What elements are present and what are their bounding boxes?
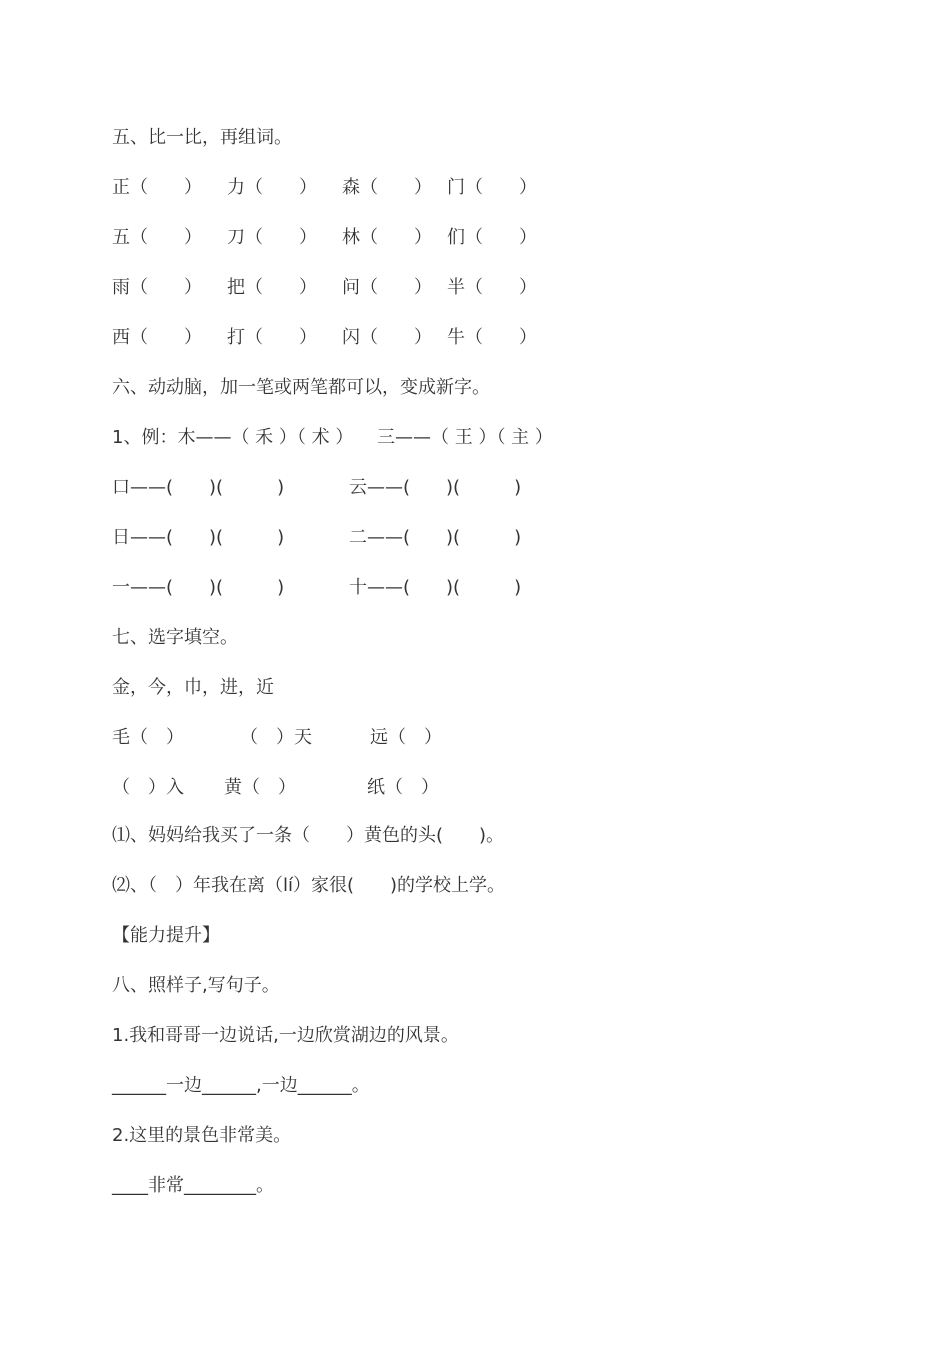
- compare-row-3: [112, 275, 537, 301]
- word-bank: 金，今，巾，进，近: [112, 677, 274, 698]
- stroke-example-1: 1、例：木——（ 禾 ）（ 术 ）: [112, 427, 354, 448]
- compare-item: 门（ ）: [447, 177, 537, 198]
- compare-row-4: [112, 325, 537, 351]
- section-7-title: 七、选字填空。: [112, 627, 238, 648]
- fill-item: 纸（ ）: [367, 777, 439, 798]
- section-8-title: 八、照样子,写句子。: [112, 975, 280, 996]
- sentence-example-2: 2.这里的景色非常美。: [112, 1125, 292, 1146]
- stroke-item: 日——( )( ): [112, 527, 285, 548]
- compare-item: 五（ ）: [112, 227, 202, 248]
- fill-row-2: [112, 775, 439, 801]
- fill-item: 远（ ）: [370, 727, 442, 748]
- compare-item: 闪（ ）: [342, 327, 432, 348]
- compare-item: 雨（ ）: [112, 277, 202, 298]
- stroke-row-1: [112, 475, 522, 501]
- compare-item: 西（ ）: [112, 327, 202, 348]
- compare-item: 正（ ）: [112, 177, 202, 198]
- compare-item: 森（ ）: [342, 177, 432, 198]
- compare-item: 牛（ ）: [447, 327, 537, 348]
- sentence-blank-2: ____非常________。: [112, 1175, 274, 1196]
- fill-sentence-2: ⑵、（ ）年我在离（lí）家很( )的学校上学。: [112, 875, 506, 896]
- stroke-item: 一——( )( ): [112, 577, 285, 598]
- compare-row-2: [112, 225, 537, 251]
- compare-item: 林（ ）: [342, 227, 432, 248]
- compare-item: 打（ ）: [227, 327, 317, 348]
- stroke-item: 二——( )( ): [349, 527, 522, 548]
- fill-item: 毛（ ）: [112, 727, 184, 748]
- sentence-example-1: 1.我和哥哥一边说话,一边欣赏湖边的风景。: [112, 1025, 459, 1046]
- fill-item: （ ）入: [112, 777, 184, 798]
- stroke-item: 十——( )( ): [349, 577, 522, 598]
- stroke-row-3: [112, 575, 522, 601]
- fill-item: （ ）天: [240, 727, 312, 748]
- section-5-title: 五、比一比，再组词。: [112, 127, 292, 148]
- stroke-row-2: [112, 525, 522, 551]
- fill-item: 黄（ ）: [224, 777, 296, 798]
- stroke-example-2: 三——（ 王 ）（ 主 ）: [377, 427, 553, 448]
- stroke-item: 云——( )( ): [349, 477, 522, 498]
- stroke-item: 口——( )( ): [112, 477, 285, 498]
- compare-row-1: [112, 175, 537, 201]
- compare-item: 问（ ）: [342, 277, 432, 298]
- section-6-title: 六、动动脑，加一笔或两笔都可以，变成新字。: [112, 377, 490, 398]
- sentence-blank-1: ______一边______,一边______。: [112, 1075, 370, 1096]
- compare-item: 刀（ ）: [227, 227, 317, 248]
- stroke-example-row: [112, 425, 553, 451]
- fill-sentence-1: ⑴、妈妈给我买了一条（ ）黄色的头( )。: [112, 825, 505, 846]
- compare-item: 力（ ）: [227, 177, 317, 198]
- ability-heading: 【能力提升】: [112, 925, 220, 946]
- compare-item: 们（ ）: [447, 227, 537, 248]
- compare-item: 半（ ）: [447, 277, 537, 298]
- compare-item: 把（ ）: [227, 277, 317, 298]
- fill-row-1: [112, 725, 442, 751]
